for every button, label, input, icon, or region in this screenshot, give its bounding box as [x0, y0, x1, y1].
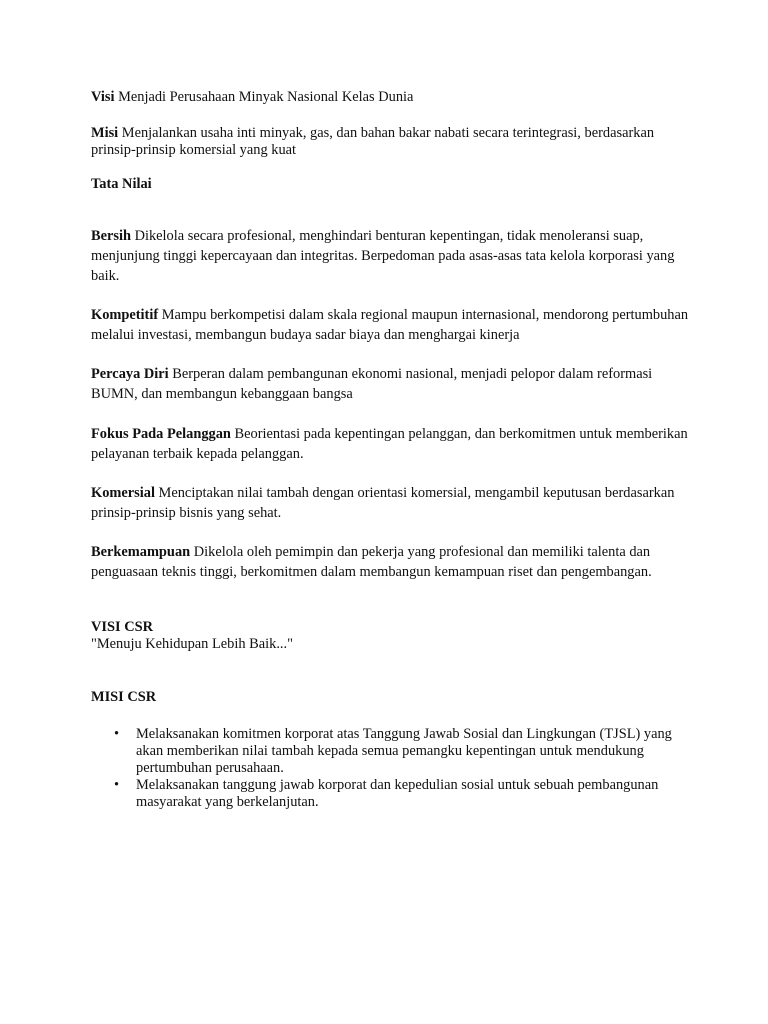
visi-csr-text: "Menuju Kehidupan Lebih Baik..." — [91, 636, 293, 652]
list-item — [91, 726, 691, 777]
value-text: Dikelola oleh pemimpin dan pekerja yang profesional dan memiliki talenta dan penguasaan teknis tinggi, berkomitmen dalam membangun kemampuan riset dan pengembangan. — [91, 544, 652, 580]
value-label: Kompetitif — [91, 307, 159, 323]
tata-nilai-heading — [91, 176, 691, 193]
misi-csr-heading — [91, 689, 691, 706]
value-text: Beorientasi pada kepentingan pelanggan, dan berkomitmen untuk memberikan pelayanan terbaik kepada pelanggan. — [91, 426, 688, 462]
value-text: Berperan dalam pembangunan ekonomi nasional, menjadi pelopor dalam reformasi BUMN, dan membangun kebanggaan bangsa — [91, 366, 653, 402]
misi-csr-heading-text: MISI CSR — [91, 689, 157, 705]
value-label: Bersih — [91, 228, 131, 244]
bullet-icon: • — [114, 726, 120, 742]
value-kompetitif — [91, 305, 691, 345]
misi-paragraph — [91, 125, 691, 159]
value-komersial — [91, 483, 691, 523]
value-fokus-pada-pelanggan — [91, 424, 691, 464]
value-label: Berkemampuan — [91, 544, 191, 560]
value-text: Menciptakan nilai tambah dengan orientasi komersial, mengambil keputusan berdasarkan prinsip-prinsip bisnis yang sehat. — [91, 485, 675, 521]
tata-nilai-heading-text: Tata Nilai — [91, 176, 152, 192]
value-label: Fokus Pada Pelanggan — [91, 426, 231, 442]
value-text: Dikelola secara profesional, menghindari benturan kepentingan, tidak menoleransi suap, menjunjung tinggi kepercayaan dan integritas. Berpedoman pada asas-asas tata kelola korporasi yang baik. — [91, 228, 675, 284]
list-item-text: Melaksanakan tanggung jawab korporat dan kepedulian sosial untuk sebuah pembangunan masyarakat yang berkelanjutan. — [136, 777, 659, 810]
visi-label: Visi — [91, 89, 115, 105]
visi-csr-heading-text: VISI CSR — [91, 619, 153, 635]
list-item-text: Melaksanakan komitmen korporat atas Tanggung Jawab Sosial dan Lingkungan (TJSL) yang akan memberikan nilai tambah kepada semua pemangku kepentingan untuk mendukung pertumbuhan perusahaan. — [136, 726, 672, 776]
value-bersih — [91, 226, 691, 286]
value-text: Mampu berkompetisi dalam skala regional maupun internasional, mendorong pertumbuhan melalui investasi, membangun budaya sadar biaya dan menghargai kinerja — [91, 307, 689, 343]
misi-text: Menjalankan usaha inti minyak, gas, dan bahan bakar nabati secara terintegrasi, berdasarkan prinsip-prinsip komersial yang kuat — [91, 125, 655, 158]
value-percaya-diri — [91, 364, 691, 404]
list-item — [91, 777, 691, 811]
document-body — [91, 89, 691, 811]
value-label: Komersial — [91, 485, 155, 501]
visi-text: Menjadi Perusahaan Minyak Nasional Kelas Dunia — [114, 89, 414, 105]
value-berkemampuan — [91, 542, 691, 582]
visi-paragraph — [91, 89, 691, 106]
value-label: Percaya Diri — [91, 366, 169, 382]
misi-label: Misi — [91, 125, 119, 141]
misi-csr-list — [91, 726, 691, 811]
bullet-icon: • — [114, 777, 120, 793]
visi-csr-heading — [91, 619, 691, 636]
